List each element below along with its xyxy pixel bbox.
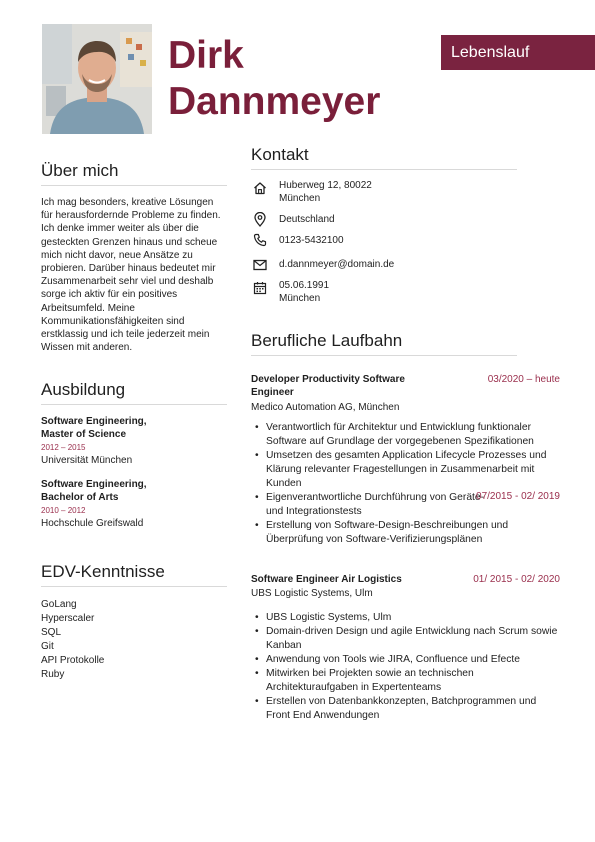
- address-line-1: Huberweg 12, 80022: [279, 180, 372, 191]
- job-bullet: • Verantwortlich für Architektur und Entwicklung funktionaler Software auf Grundlage der vorgegebenen Spezifikationen: [251, 421, 563, 449]
- education-degree: Software Engineering, Bachelor of Arts: [41, 479, 147, 504]
- job-bullet: • Domain-driven Design und agile Entwicklung nach Scrum sowie Kanban: [251, 625, 563, 653]
- overlap-dates: 07/2015 - 02/ 2019: [476, 491, 560, 502]
- skill-item: Hyperscaler: [41, 613, 95, 624]
- job-dates: 03/2020 – heute: [487, 374, 560, 385]
- location-pin-icon: [253, 212, 269, 228]
- contact-email[interactable]: d.dannmeyer@domain.de: [279, 259, 395, 270]
- contact-title: Kontakt: [251, 145, 309, 164]
- contact-address: [279, 180, 372, 205]
- contact-divider: [251, 169, 517, 170]
- job-bullet: • Eigenverantwortliche Durchführung von Geräte- und Integrationstests: [251, 491, 563, 519]
- cv-badge: Lebenslauf: [441, 35, 595, 70]
- education-title: Ausbildung: [41, 380, 126, 399]
- job-company: Medico Automation AG, München: [251, 402, 400, 413]
- skills-title: EDV-Kenntnisse: [41, 562, 165, 581]
- career-divider: [251, 355, 517, 356]
- first-name: Dirk: [168, 34, 244, 77]
- contact-country: Deutschland: [279, 214, 335, 225]
- career-title: Berufliche Laufbahn: [251, 331, 403, 350]
- education-divider: [41, 404, 227, 405]
- calendar-icon: [253, 281, 269, 297]
- skill-item: GoLang: [41, 599, 77, 610]
- job-role: Software Engineer Air Logistics: [251, 574, 402, 585]
- about-title: Über mich: [41, 161, 119, 180]
- contact-birth: [279, 280, 329, 305]
- job-bullet: • Mitwirken bei Projekten sowie an technischen Architekturaufgaben in Expertenteams: [251, 667, 563, 695]
- job-role: Developer Productivity Software Engineer: [251, 374, 405, 399]
- last-name: Dannmeyer: [168, 80, 381, 123]
- phone-icon: [253, 233, 269, 249]
- job-bullet: • UBS Logistic Systems, Ulm: [251, 611, 563, 625]
- job-bullet: • Umsetzen des gesamten Application Lifecycle Prozesses und Klärung relevanter Fragestellungen in Zusammenarbeit mit Kunden: [251, 449, 563, 491]
- birth-place: München: [279, 292, 321, 304]
- education-item: [41, 478, 227, 531]
- skills-divider: [41, 586, 227, 587]
- skill-item: Git: [41, 641, 54, 652]
- education-school: Universität München: [41, 455, 133, 467]
- education-dates: 2010 – 2012: [41, 506, 86, 516]
- contact-phone: 0123-5432100: [279, 235, 344, 246]
- birth-date: 05.06.1991: [279, 280, 330, 291]
- job-dates: 01/ 2015 - 02/ 2020: [473, 574, 560, 585]
- address-line-2: München: [279, 192, 321, 204]
- job-company: UBS Logistic Systems, Ulm: [251, 588, 373, 599]
- job-bullet: • Erstellung von Software-Design-Beschreibungen und Überprüfung von Software-Verifizierungsplänen: [251, 519, 563, 547]
- home-icon: [253, 181, 269, 197]
- job-bullets: [251, 421, 563, 547]
- education-dates: 2012 – 2015: [41, 443, 86, 453]
- mail-icon: [253, 258, 269, 274]
- skill-item: SQL: [41, 627, 62, 638]
- job-bullet: • Erstellen von Datenbankkonzepten, Batchprogrammen und Front End Anwendungen: [251, 695, 563, 723]
- name-block: [168, 34, 428, 124]
- profile-photo: [42, 24, 152, 134]
- skills-list: [41, 598, 104, 682]
- education-item: [41, 415, 227, 468]
- job-bullets: [251, 611, 563, 723]
- education-school: Hochschule Greifswald: [41, 518, 144, 530]
- about-divider: [41, 185, 227, 186]
- skill-item: Ruby: [41, 669, 65, 680]
- about-text: Ich mag besonders, kreative Lösungen für herausfordernde Probleme zu finden. Ich denke immer weiter als über die gesteckten Grenzen hinaus und scheue mich nicht davor, neue Ansätze zu probieren. Darüber hinaus bedeutet mir Zusammenarbeit sehr viel und deshalb sorge ich aktiv für ein positives Arbeitsumfeld. Meine Kommunikationsfähigkeiten sind erstklassig und ich teile jederzeit mein Wissen mit anderen.: [41, 197, 221, 354]
- job-bullet: • Anwendung von Tools wie JIRA, Confluence und Efecte: [251, 653, 563, 667]
- education-degree: Software Engineering, Master of Science: [41, 416, 147, 441]
- skill-item: API Protokolle: [41, 655, 105, 666]
